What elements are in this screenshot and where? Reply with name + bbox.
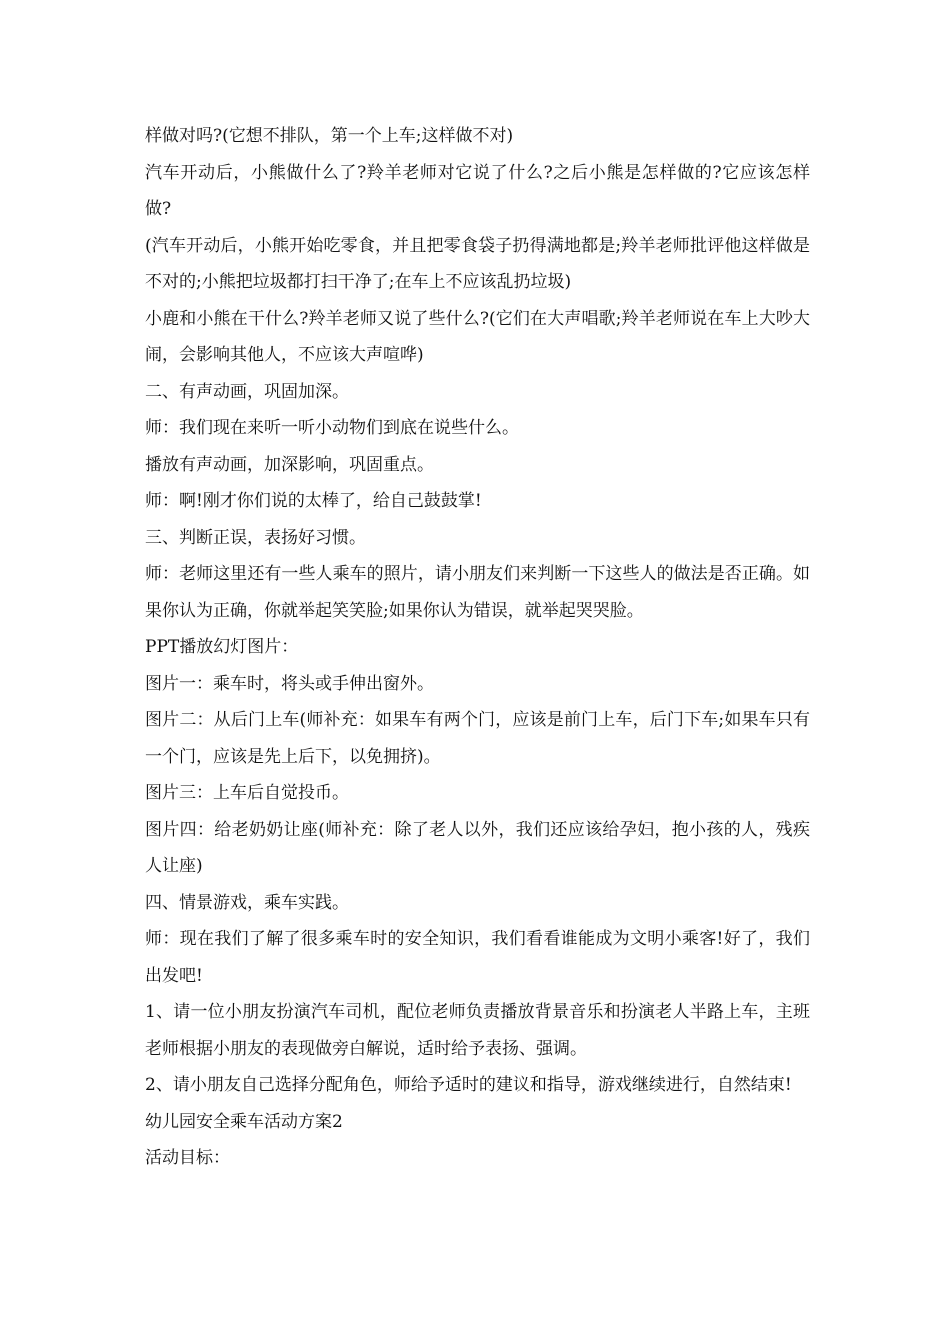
- paragraph-queue-question: 样做对吗?(它想不排队，第一个上车;这样做不对): [145, 126, 514, 146]
- paragraph-bear-answer: (汽车开动后，小熊开始吃零食，并且把零食袋子扔得满地都是;羚羊老师批评他这样做是不对的;小熊把垃圾都打扫干净了;在车上不应该乱扔垃圾): [145, 235, 810, 292]
- paragraph-picture-3: 图片三：上车后自觉投币。: [145, 783, 349, 803]
- paragraph-teacher-photos: 师：老师这里还有一些人乘车的照片，请小朋友们来判断一下这些人的做法是否正确。如果你认为正确，你就举起笑笑脸;如果你认为错误，就举起哭哭脸。: [145, 564, 810, 621]
- paragraph-picture-1: 图片一：乘车时，将头或手伸出窗外。: [145, 673, 434, 694]
- section-heading-4: 四、情景游戏，乘车实践。: [145, 892, 349, 913]
- paragraph-teacher-praise: 师：啊!刚才你们说的太棒了，给自己鼓鼓掌!: [145, 491, 482, 511]
- activity-goals-label: 活动目标：: [145, 1148, 230, 1168]
- section-heading-3: 三、判断正误，表扬好习惯。: [145, 527, 366, 548]
- paragraph-game-step-2: 2、请小朋友自己选择分配角色，师给予适时的建议和指导，游戏继续进行，自然结束!: [145, 1075, 792, 1095]
- document-body: [145, 118, 810, 1177]
- paragraph-deer-bear: 小鹿和小熊在干什么?羚羊老师又说了些什么?(它们在大声唱歌;羚羊老师说在车上大吵大闹，会影响其他人，不应该大声喧哗): [145, 308, 810, 365]
- section-heading-2: 二、有声动画，巩固加深。: [145, 381, 349, 402]
- paragraph-game-step-1: 1、请一位小朋友扮演汽车司机，配位老师负责播放背景音乐和扮演老人半路上车，主班老师根据小朋友的表现做旁白解说，适时给予表扬、强调。: [145, 1002, 810, 1059]
- plan-title-2: 幼儿园安全乘车活动方案2: [145, 1111, 343, 1132]
- paragraph-picture-2: 图片二：从后门上车(师补充：如果车有两个门，应该是前门上车，后门下车;如果车只有一个门，应该是先上后下，以免拥挤)。: [145, 710, 810, 767]
- paragraph-teacher-depart: 师：现在我们了解了很多乘车时的安全知识，我们看看谁能成为文明小乘客!好了，我们出发吧!: [145, 929, 810, 986]
- paragraph-picture-4: 图片四：给老奶奶让座(师补充：除了老人以外，我们还应该给孕妇，抱小孩的人，残疾人让座): [145, 819, 810, 876]
- paragraph-ppt-slides: PPT播放幻灯图片：: [145, 637, 299, 657]
- paragraph-play-animation: 播放有声动画，加深影响，巩固重点。: [145, 454, 434, 475]
- paragraph-teacher-listen: 师：我们现在来听一听小动物们到底在说些什么。: [145, 418, 519, 438]
- paragraph-bear-question: 汽车开动后，小熊做什么了?羚羊老师对它说了什么?之后小熊是怎样做的?它应该怎样做?: [145, 162, 810, 219]
